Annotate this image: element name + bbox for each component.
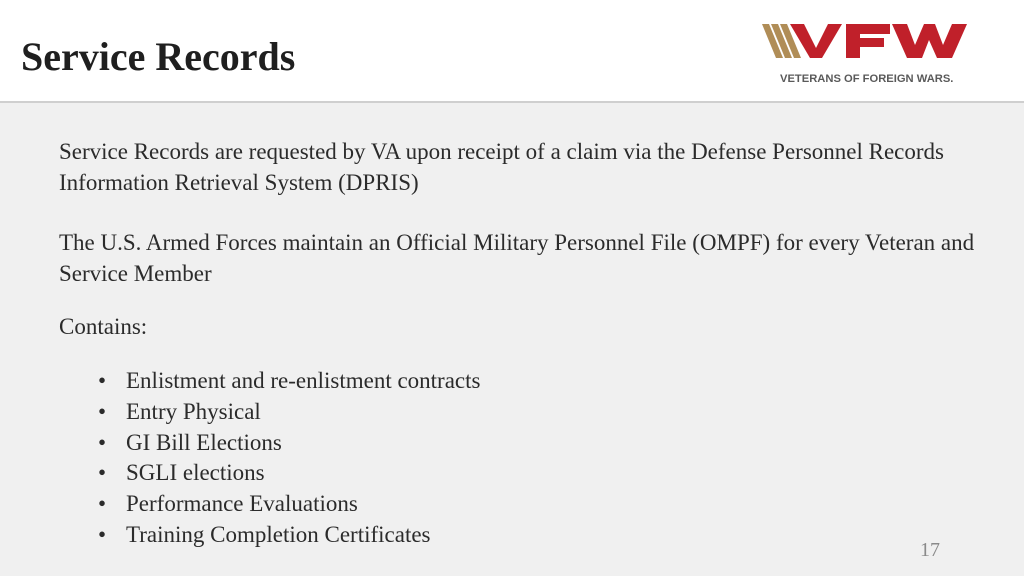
paragraph-dpris: Service Records are requested by VA upon receipt of a claim via the Defense Personnel Records Information Retrieval System (DPRIS) bbox=[59, 139, 944, 195]
slide-title: Service Records bbox=[21, 34, 296, 79]
logo-tagline: VETERANS OF FOREIGN WARS. bbox=[780, 73, 954, 85]
logo-letter-f bbox=[846, 24, 890, 58]
list-item: • GI Bill Elections bbox=[98, 428, 480, 459]
list-item: • SGLI elections bbox=[98, 458, 480, 489]
paragraph-ompf: The U.S. Armed Forces maintain an Official Military Personnel File (OMPF) for every Veteran and Service Member bbox=[59, 230, 975, 286]
page-number: 17 bbox=[920, 539, 940, 561]
vfw-logo-graphic bbox=[760, 20, 984, 86]
list-item: • Enlistment and re-enlistment contracts bbox=[98, 366, 480, 397]
list-item: • Performance Evaluations bbox=[98, 489, 480, 520]
slide-header bbox=[0, 0, 1024, 103]
paragraph-contains: Contains: bbox=[59, 314, 148, 339]
vfw-logo bbox=[760, 20, 984, 86]
list-item: • Training Completion Certificates bbox=[98, 520, 480, 551]
contents-list bbox=[98, 366, 480, 551]
list-item: • Entry Physical bbox=[98, 397, 480, 428]
logo-letter-w bbox=[892, 24, 967, 58]
